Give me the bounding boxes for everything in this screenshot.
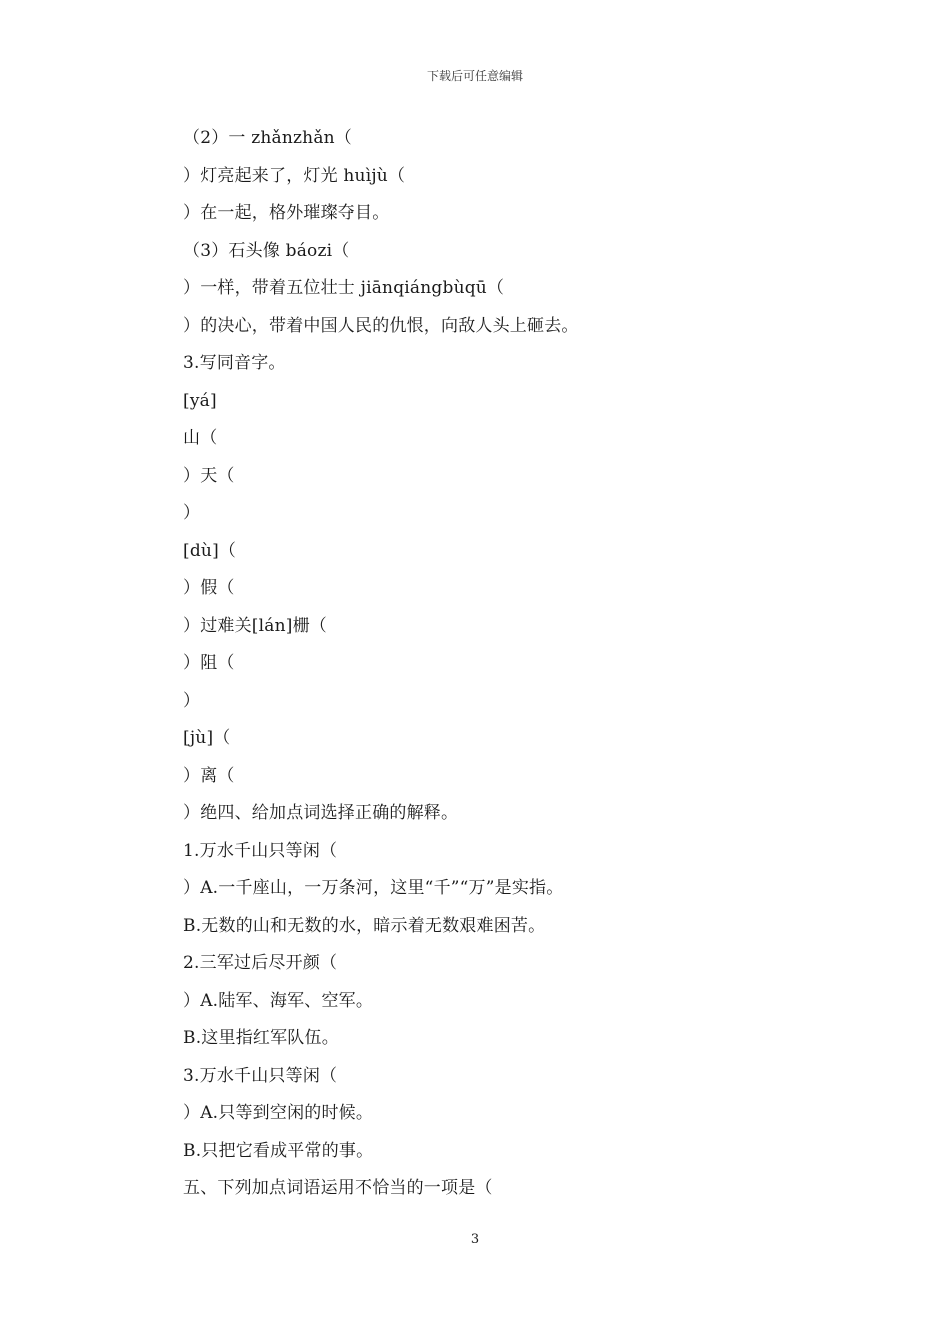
text-line: ）一样，带着五位壮士 jiānqiángbùqū（ [183, 278, 505, 298]
option-b: B.无数的山和无数的水，暗示着无数艰难困苦。 [183, 915, 546, 936]
section-heading: 五、下列加点词语运用不恰当的一项是（ [183, 1178, 493, 1198]
text-line: ）假（ [183, 578, 235, 598]
text-line: （3）石头像 báozi（ [183, 240, 350, 261]
text-line: ）天（ [183, 465, 235, 486]
text-line: （2）一 zhǎnzhǎn（ [183, 128, 352, 148]
option-a: ）A.陆军、海军、空军。 [183, 990, 374, 1011]
text-line: ）过难关[lán]栅（ [183, 615, 327, 636]
text-line: ） [183, 690, 201, 711]
text-line: ）阻（ [183, 653, 235, 673]
text-line: ）在一起，格外璀璨夺目。 [183, 203, 390, 223]
text-line: ）灯亮起来了，灯光 huìjù（ [183, 165, 406, 186]
text-line: [dù]（ [183, 540, 237, 561]
document-body [183, 124, 843, 1212]
section-heading: 3.写同音字。 [183, 353, 286, 373]
text-line: [jù]（ [183, 728, 231, 748]
question-item: 3.万水千山只等闲（ [183, 1065, 338, 1086]
text-line: ）的决心，带着中国人民的仇恨，向敌人头上砸去。 [183, 315, 579, 336]
text-line: [yá] [183, 390, 217, 411]
option-a: ）A.只等到空闲的时候。 [183, 1103, 374, 1123]
option-b: B.这里指红军队伍。 [183, 1028, 339, 1048]
option-a: ）A.一千座山，一万条河，这里“千”“万”是实指。 [183, 878, 564, 898]
text-line: ）离（ [183, 765, 235, 786]
question-item: 1.万水千山只等闲（ [183, 840, 338, 861]
text-line: 山（ [183, 428, 218, 448]
section-heading: ）绝四、给加点词选择正确的解释。 [183, 803, 459, 823]
option-b: B.只把它看成平常的事。 [183, 1140, 374, 1161]
page-header: 下载后可任意编辑 [426, 69, 523, 83]
page-number: 3 [470, 1232, 480, 1247]
question-item: 2.三军过后尽开颜（ [183, 953, 338, 973]
text-line: ） [183, 503, 201, 523]
